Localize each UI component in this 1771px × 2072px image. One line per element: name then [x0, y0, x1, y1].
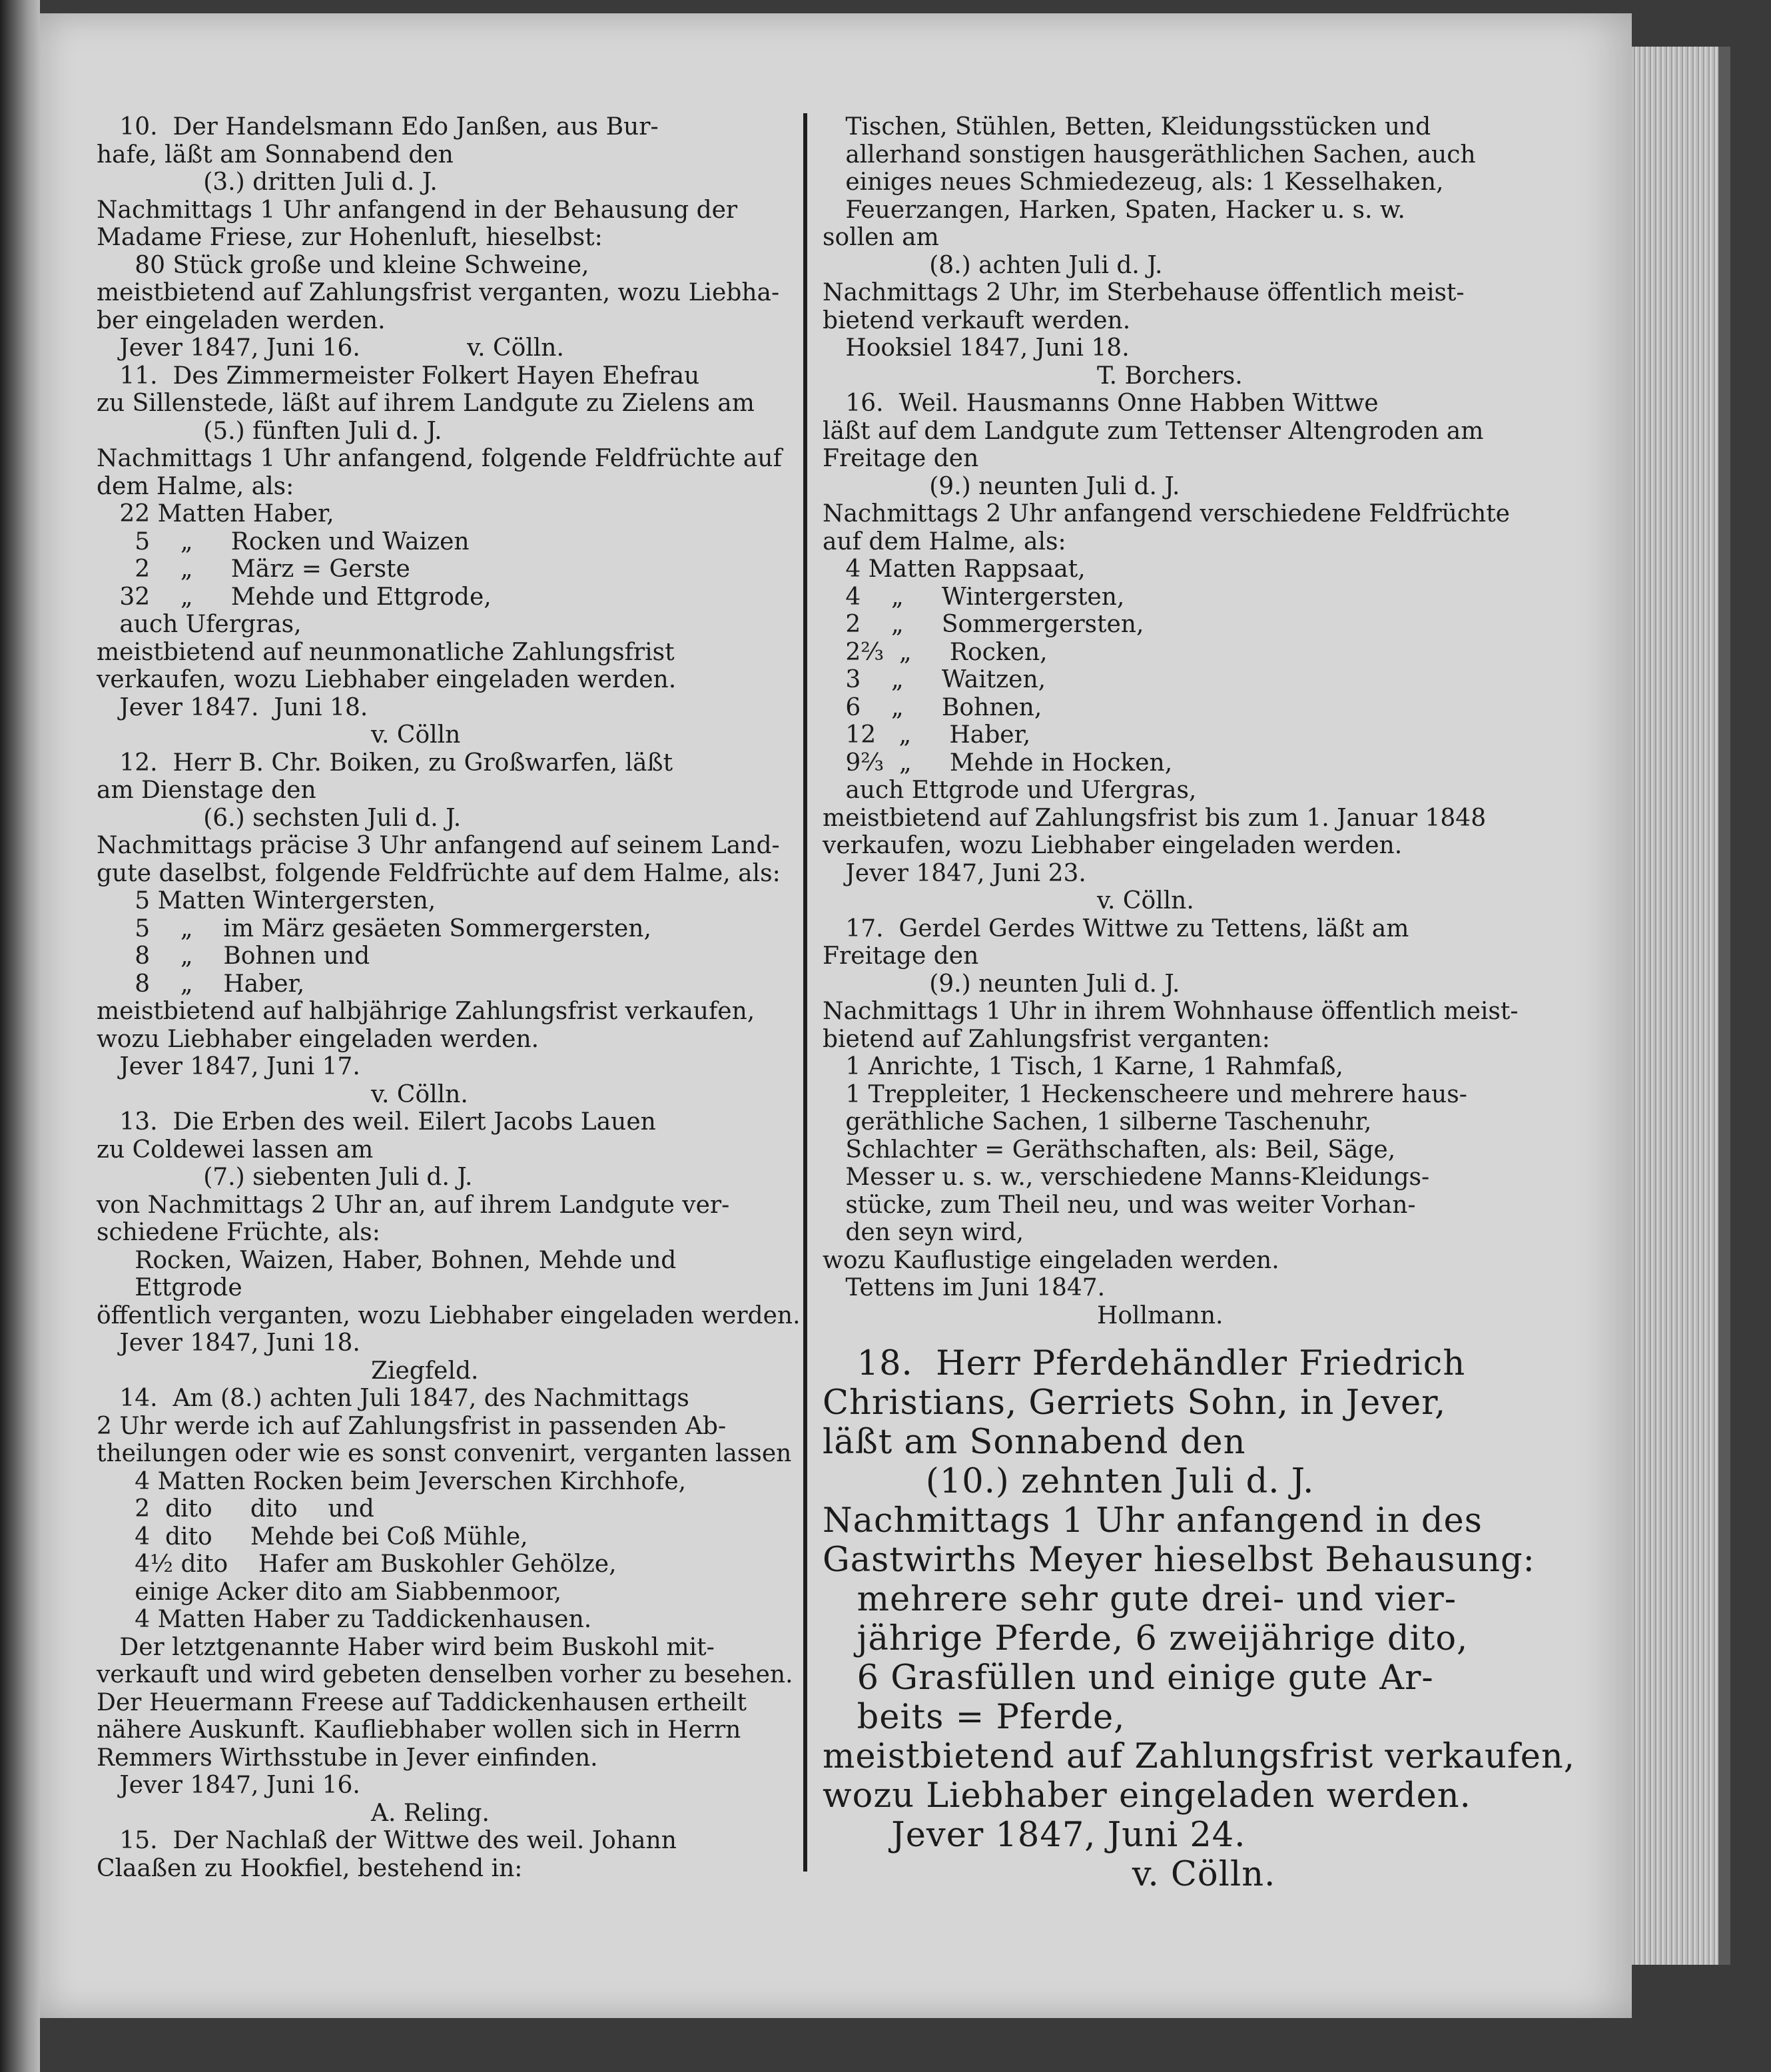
- text-line: Christians, Gerriets Sohn, in Jever,: [823, 1383, 1447, 1423]
- text-line: (9.) neunten Juli d. J.: [823, 472, 1180, 500]
- text-line: 4 „ Wintergersten,: [823, 583, 1125, 611]
- text-line: Feuerzangen, Harken, Spaten, Hacker u. s. w.: [823, 196, 1405, 224]
- text-line: 11. Des Zimmermeister Folkert Hayen Ehefrau: [97, 362, 700, 390]
- text-line: Jever 1847. Juni 18.: [97, 693, 368, 721]
- left-column: [97, 113, 801, 1882]
- right-column: [823, 113, 1575, 1894]
- text-line: v. Cölln: [97, 721, 461, 749]
- text-line: 4 Matten Rappsaat,: [823, 555, 1086, 583]
- text-line: 2 Uhr werde ich auf Zahlungsfrist in passenden Ab-: [97, 1412, 727, 1440]
- text-line: Remmers Wirthsstube in Jever einfinden.: [97, 1744, 598, 1772]
- text-line: Nachmittags 2 Uhr, im Sterbehause öffentlich meist-: [823, 279, 1465, 306]
- text-line: 5 „ Rocken und Waizen: [97, 527, 470, 555]
- text-line: 1 Treppleiter, 1 Heckenscheere und mehrere haus-: [823, 1080, 1467, 1108]
- text-line: Messer u. s. w., verschiedene Manns-Kleidungs-: [823, 1164, 1430, 1191]
- text-line: bietend verkauft werden.: [823, 306, 1131, 334]
- text-line: ber eingeladen werden.: [97, 306, 386, 334]
- text-line: 18. Herr Pferdehändler Friedrich: [823, 1344, 1466, 1383]
- text-line: meistbietend auf neunmonatliche Zahlungsfrist: [97, 638, 675, 666]
- text-line: beits = Pferde,: [823, 1698, 1126, 1737]
- text-line: bietend auf Zahlungsfrist verganten:: [823, 1025, 1270, 1053]
- text-line: (9.) neunten Juli d. J.: [823, 970, 1180, 998]
- text-line: v. Cölln.: [97, 1080, 468, 1108]
- page-edges: [1632, 47, 1730, 1965]
- text-line: (7.) siebenten Juli d. J.: [97, 1164, 473, 1191]
- text-line: meistbietend auf Zahlungsfrist verganten, wozu Liebha-: [97, 279, 780, 306]
- text-line: geräthliche Sachen, 1 silberne Taschenuhr,: [823, 1108, 1372, 1136]
- text-line: Hooksiel 1847, Juni 18.: [823, 334, 1130, 362]
- text-line: Rocken, Waizen, Haber, Bohnen, Mehde und: [97, 1246, 677, 1274]
- text-line: Ziegfeld.: [97, 1357, 479, 1385]
- text-line: auch Ufergras,: [97, 611, 302, 638]
- text-line: dem Halme, als:: [97, 472, 294, 500]
- text-line: Nachmittags 2 Uhr anfangend verschiedene Feldfrüchte: [823, 500, 1510, 527]
- text-line: Tettens im Juni 1847.: [823, 1274, 1106, 1301]
- text-line: verkaufen, wozu Liebhaber eingeladen werden.: [823, 832, 1403, 859]
- text-line: Freitage den: [823, 942, 979, 970]
- text-line: 13. Die Erben des weil. Eilert Jacobs Lauen: [97, 1108, 656, 1136]
- text-line: Nachmittags 1 Uhr anfangend in des: [823, 1501, 1483, 1541]
- text-line: (10.) zehnten Juli d. J.: [823, 1462, 1315, 1501]
- text-line: A. Reling.: [97, 1799, 490, 1827]
- text-line: Nachmittags 1 Uhr in ihrem Wohnhause öffentlich meist-: [823, 998, 1519, 1025]
- text-line: läßt am Sonnabend den: [823, 1423, 1246, 1462]
- text-line: (8.) achten Juli d. J.: [823, 251, 1163, 279]
- text-line: stücke, zum Theil neu, und was weiter Vorhan-: [823, 1191, 1416, 1219]
- text-line: 12. Herr B. Chr. Boiken, zu Großwarfen, läßt: [97, 749, 673, 777]
- text-line: allerhand sonstigen hausgeräthlichen Sachen, auch: [823, 141, 1476, 169]
- text-line: 15. Der Nachlaß der Wittwe des weil. Johann: [97, 1827, 677, 1854]
- text-line: v. Cölln.: [823, 1855, 1276, 1894]
- text-line: 5 „ im März gesäeten Sommergersten,: [97, 914, 651, 942]
- text-line: Nachmittags präcise 3 Uhr anfangend auf seinem Land-: [97, 832, 780, 859]
- text-line: verkaufen, wozu Liebhaber eingeladen werden.: [97, 666, 677, 693]
- text-line: einiges neues Schmiedezeug, als: 1 Kesselhaken,: [823, 169, 1444, 196]
- text-line: theilungen oder wie es sonst convenirt, verganten lassen: [97, 1440, 792, 1467]
- text-line: hafe, läßt am Sonnabend den: [97, 141, 454, 169]
- text-line: (5.) fünften Juli d. J.: [97, 417, 442, 445]
- text-line: Claaßen zu Hookfiel, bestehend in:: [97, 1854, 523, 1882]
- text-line: 22 Matten Haber,: [97, 500, 334, 527]
- text-line: v. Cölln.: [823, 887, 1194, 914]
- text-line: Jever 1847, Juni 24.: [823, 1816, 1246, 1855]
- text-line: Hollmann.: [823, 1301, 1224, 1329]
- text-line: 3 „ Waitzen,: [823, 666, 1046, 693]
- text-line: Jever 1847, Juni 16. v. Cölln.: [97, 334, 564, 362]
- text-line: 2 „ März = Gerste: [97, 555, 410, 583]
- text-line: 10. Der Handelsmann Edo Janßen, aus Bur-: [97, 113, 659, 141]
- text-line: schiedene Früchte, als:: [97, 1219, 380, 1246]
- text-line: Nachmittags 1 Uhr anfangend in der Behausung der: [97, 196, 738, 224]
- text-line: 4 Matten Rocken beim Jeverschen Kirchhofe,: [97, 1467, 687, 1495]
- text-line: 12 „ Haber,: [823, 721, 1031, 749]
- text-line: Jever 1847, Juni 23.: [823, 859, 1086, 887]
- text-line: zu Coldewei lassen am: [97, 1136, 374, 1164]
- column-divider: [803, 113, 807, 1872]
- text-line: 4 Matten Haber zu Taddickenhausen.: [97, 1606, 592, 1633]
- text-line: wozu Kauflustige eingeladen werden.: [823, 1246, 1279, 1274]
- text-line: auch Ettgrode und Ufergras,: [823, 777, 1197, 804]
- text-line: meistbietend auf halbjährige Zahlungsfrist verkaufen,: [97, 998, 755, 1025]
- text-line: 5 Matten Wintergersten,: [97, 887, 436, 914]
- text-line: zu Sillenstede, läßt auf ihrem Landgute zu Zielens am: [97, 390, 755, 417]
- text-line: 80 Stück große und kleine Schweine,: [97, 251, 589, 279]
- text-line: Gastwirths Meyer hieselbst Behausung:: [823, 1541, 1535, 1580]
- text-line: 14. Am (8.) achten Juli 1847, des Nachmittags: [97, 1385, 689, 1412]
- text-line: 8 „ Haber,: [97, 970, 305, 998]
- text-line: jährige Pferde, 6 zweijährige dito,: [823, 1619, 1469, 1658]
- text-line: 32 „ Mehde und Ettgrode,: [97, 583, 492, 611]
- text-line: Nachmittags 1 Uhr anfangend, folgende Feldfrüchte auf: [97, 445, 782, 472]
- text-line: Madame Friese, zur Hohenluft, hieselbst:: [97, 224, 603, 251]
- text-line: 4 dito Mehde bei Coß Mühle,: [97, 1523, 528, 1551]
- text-line: auf dem Halme, als:: [823, 527, 1066, 555]
- text-line: öffentlich verganten, wozu Liebhaber eingeladen werden.: [97, 1301, 801, 1329]
- text-line: von Nachmittags 2 Uhr an, auf ihrem Landgute ver-: [97, 1191, 730, 1219]
- text-line: sollen am: [823, 224, 939, 251]
- text-line: den seyn wird,: [823, 1219, 1024, 1246]
- text-line: wozu Liebhaber eingeladen werden.: [97, 1025, 539, 1053]
- text-line: 4½ dito Hafer am Buskohler Gehölze,: [97, 1551, 617, 1578]
- text-line: meistbietend auf Zahlungsfrist verkaufen,: [823, 1737, 1575, 1776]
- text-line: Der letztgenannte Haber wird beim Buskohl mit-: [97, 1633, 715, 1661]
- notice-18: [823, 1344, 1575, 1894]
- text-line: Tischen, Stühlen, Betten, Kleidungsstücken und: [823, 113, 1431, 141]
- text-line: gute daselbst, folgende Feldfrüchte auf dem Halme, als:: [97, 859, 781, 887]
- text-line: 2⅔ „ Rocken,: [823, 638, 1048, 666]
- text-line: Schlachter = Geräthschaften, als: Beil, Säge,: [823, 1136, 1396, 1164]
- right-column-text: [823, 113, 1519, 1329]
- text-line: läßt auf dem Landgute zum Tettenser Altengroden am: [823, 417, 1484, 445]
- text-line: mehrere sehr gute drei- und vier-: [823, 1580, 1457, 1619]
- text-line: nähere Auskunft. Kaufliebhaber wollen sich in Herrn: [97, 1716, 741, 1744]
- text-line: 9⅔ „ Mehde in Hocken,: [823, 749, 1173, 777]
- text-line: 2 dito dito und: [97, 1495, 374, 1523]
- text-line: verkauft und wird gebeten denselben vorher zu besehen.: [97, 1661, 793, 1688]
- text-line: 2 „ Sommergersten,: [823, 611, 1144, 638]
- text-line: meistbietend auf Zahlungsfrist bis zum 1. Januar 1848: [823, 804, 1487, 832]
- text-line: 17. Gerdel Gerdes Wittwe zu Tettens, läßt am: [823, 914, 1409, 942]
- text-line: Jever 1847, Juni 17.: [97, 1053, 360, 1080]
- book-binding-shadow: [0, 0, 40, 2072]
- text-line: wozu Liebhaber eingeladen werden.: [823, 1776, 1471, 1816]
- text-line: T. Borchers.: [823, 362, 1243, 390]
- text-line: (3.) dritten Juli d. J.: [97, 169, 438, 196]
- text-line: 6 „ Bohnen,: [823, 693, 1042, 721]
- text-line: einige Acker dito am Siabbenmoor,: [97, 1578, 562, 1606]
- text-line: Jever 1847, Juni 16.: [97, 1772, 360, 1799]
- text-line: am Dienstage den: [97, 777, 316, 804]
- text-line: 1 Anrichte, 1 Tisch, 1 Karne, 1 Rahmfaß,: [823, 1053, 1343, 1080]
- text-line: 6 Grasfüllen und einige gute Ar-: [823, 1658, 1434, 1698]
- text-line: Jever 1847, Juni 18.: [97, 1329, 360, 1357]
- text-line: Der Heuermann Freese auf Taddickenhausen ertheilt: [97, 1688, 747, 1716]
- text-line: 8 „ Bohnen und: [97, 942, 370, 970]
- text-line: Freitage den: [823, 445, 979, 472]
- text-line: (6.) sechsten Juli d. J.: [97, 804, 462, 832]
- text-line: 16. Weil. Hausmanns Onne Habben Wittwe: [823, 390, 1379, 417]
- text-line: Ettgrode: [97, 1274, 242, 1301]
